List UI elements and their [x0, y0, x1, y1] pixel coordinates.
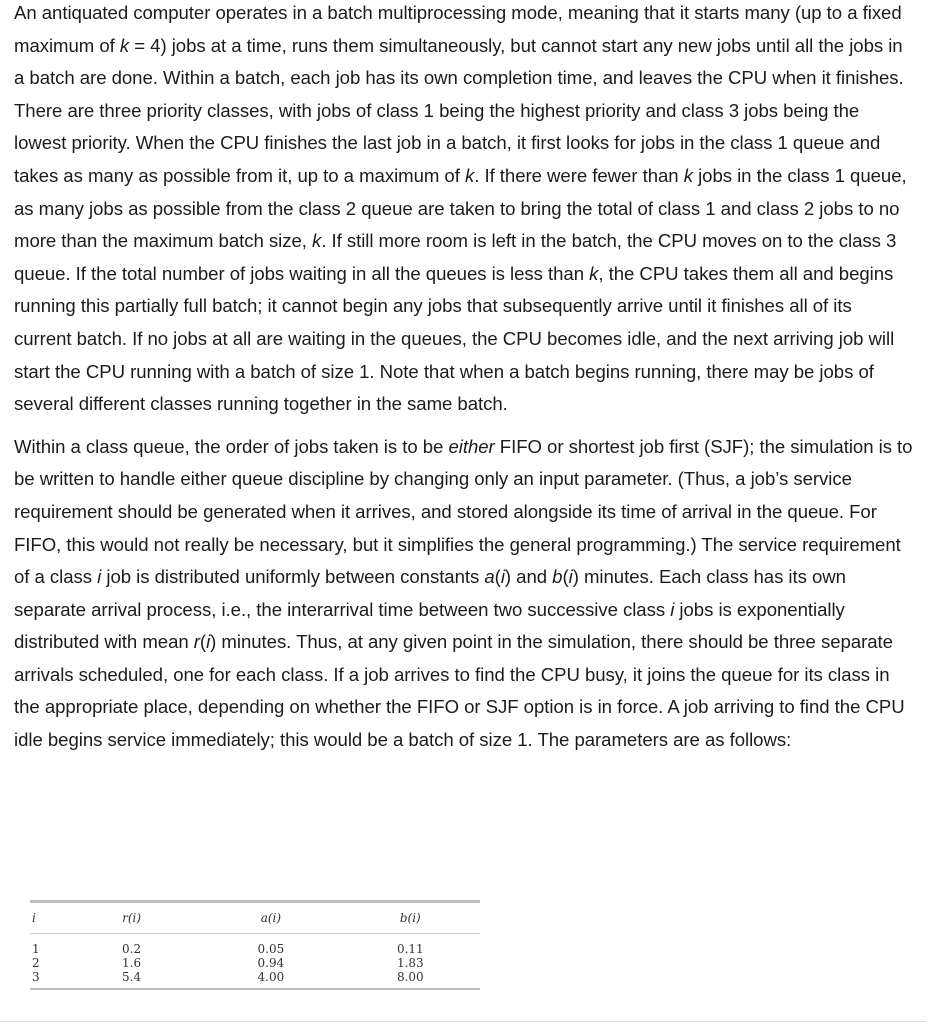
text-run: ) and [504, 566, 553, 588]
cell-b: 1.83 [396, 956, 424, 970]
document-page [14, 0, 914, 757]
parameters-table-container [30, 900, 480, 990]
math-k: k [464, 164, 475, 186]
cell-i: 3 [32, 970, 40, 984]
math-r: r [193, 631, 200, 653]
text-run: ( [562, 566, 569, 588]
math-i: i [670, 598, 675, 620]
text-run: Within a class queue, the order of jobs taken is to be [14, 435, 449, 457]
cell-i: 1 [32, 942, 40, 956]
cell-r: 1.6 [122, 956, 142, 970]
cell-r: 0.2 [122, 942, 142, 956]
math-k: k [589, 262, 599, 284]
table-row [30, 956, 480, 970]
header-a: a(i) [260, 911, 282, 925]
text-run: FIFO or shortest job first (SJF); the simulation is to be written to handle either queue discipline by changing only an input parameter. (Thus, a job’s service requirement should be generated when it arrives, and stored alongside its time of arrival in the queue. For FIFO, this would not really be necessary, but it simplifies the general programming.) The service requirement of a class [14, 435, 913, 588]
text-run: ) minutes. Each class has its own separate arrival process, i.e., the interarrival time between two successive class [14, 566, 846, 620]
math-k: k [312, 230, 322, 252]
cell-a: 0.94 [257, 956, 285, 970]
cell-r: 5.4 [122, 970, 142, 984]
math-k: k [119, 34, 130, 56]
page-bottom-divider [0, 1021, 926, 1022]
cell-a: 0.05 [257, 942, 285, 956]
cell-i: 2 [32, 956, 40, 970]
math-k: k [683, 164, 693, 186]
text-run: job is distributed uniformly between constants [101, 566, 485, 588]
text-run: ( [494, 566, 501, 588]
text-run: jobs in the class 1 queue, as many jobs as possible from the class 2 queue are taken to bring the total of class 1 and class 2 jobs to no more than the maximum batch size, [14, 164, 907, 252]
text-run: ) minutes. Thus, at any given point in the simulation, there should be three separate arrivals scheduled, one for each class. If a job arrives to find the CPU busy, it joins the queue for its class in the appropriate place, depending on whether the FIFO or SJF option is in force. A job arriving to find the CPU idle begins service immediately; this would be a batch of size 1. The parameters are as follows: [14, 631, 905, 751]
table-row [30, 970, 480, 984]
table-header-row [30, 911, 480, 933]
cell-b: 8.00 [396, 970, 424, 984]
parameters-table [30, 911, 480, 984]
paragraph-queue-discipline [14, 431, 914, 757]
header-b: b(i) [399, 911, 421, 925]
header-i: i [32, 911, 36, 925]
text-run: . If still more room is left in the batch, the CPU moves on to the class 3 queue. If the total number of jobs waiting in all the queues is less than [14, 230, 897, 284]
header-r: r(i) [122, 911, 142, 925]
paragraph-batch-description [14, 0, 914, 421]
math-i: i [206, 631, 211, 653]
math-i: i [97, 566, 102, 588]
text-run: jobs is exponentially distributed with mean [14, 598, 845, 653]
text-run: . If there were fewer than [474, 164, 684, 186]
math-i: i [568, 566, 573, 588]
cell-b: 0.11 [396, 942, 424, 956]
text-run: ( [199, 631, 207, 653]
math-i: i [500, 566, 505, 588]
table-top-rule [30, 900, 480, 903]
table-row [30, 934, 480, 956]
math-a: a [484, 566, 495, 588]
text-run: = 4) jobs at a time, runs them simultaneously, but cannot start any new jobs until all the jobs in a batch are done. Within a batch, each job has its own completion time, and leaves the CPU when it finishes. There are three priority classes, with jobs of class 1 being the highest priority and class 3 jobs being the lowest priority. When the CPU finishes the last job in a batch, it first looks for jobs in the class 1 queue and takes as many as possible from it, up to a maximum of [14, 34, 904, 186]
text-run: An antiquated computer operates in a batch multiprocessing mode, meaning that it starts many (up to a fixed maximum of [14, 2, 902, 56]
emphasis-either: either [448, 435, 495, 457]
text-run: , the CPU takes them all and begins running this partially full batch; it cannot begin any jobs that subsequently arrive until it finishes all of its current batch. If no jobs at all are waiting in the queues, the CPU becomes idle, and the next arriving job will start the CPU running with a batch of size 1. Note that when a batch begins running, there may be jobs of several different classes running together in the same batch. [14, 262, 895, 415]
table-bottom-rule [30, 988, 480, 990]
math-b: b [552, 566, 563, 588]
cell-a: 4.00 [257, 970, 285, 984]
